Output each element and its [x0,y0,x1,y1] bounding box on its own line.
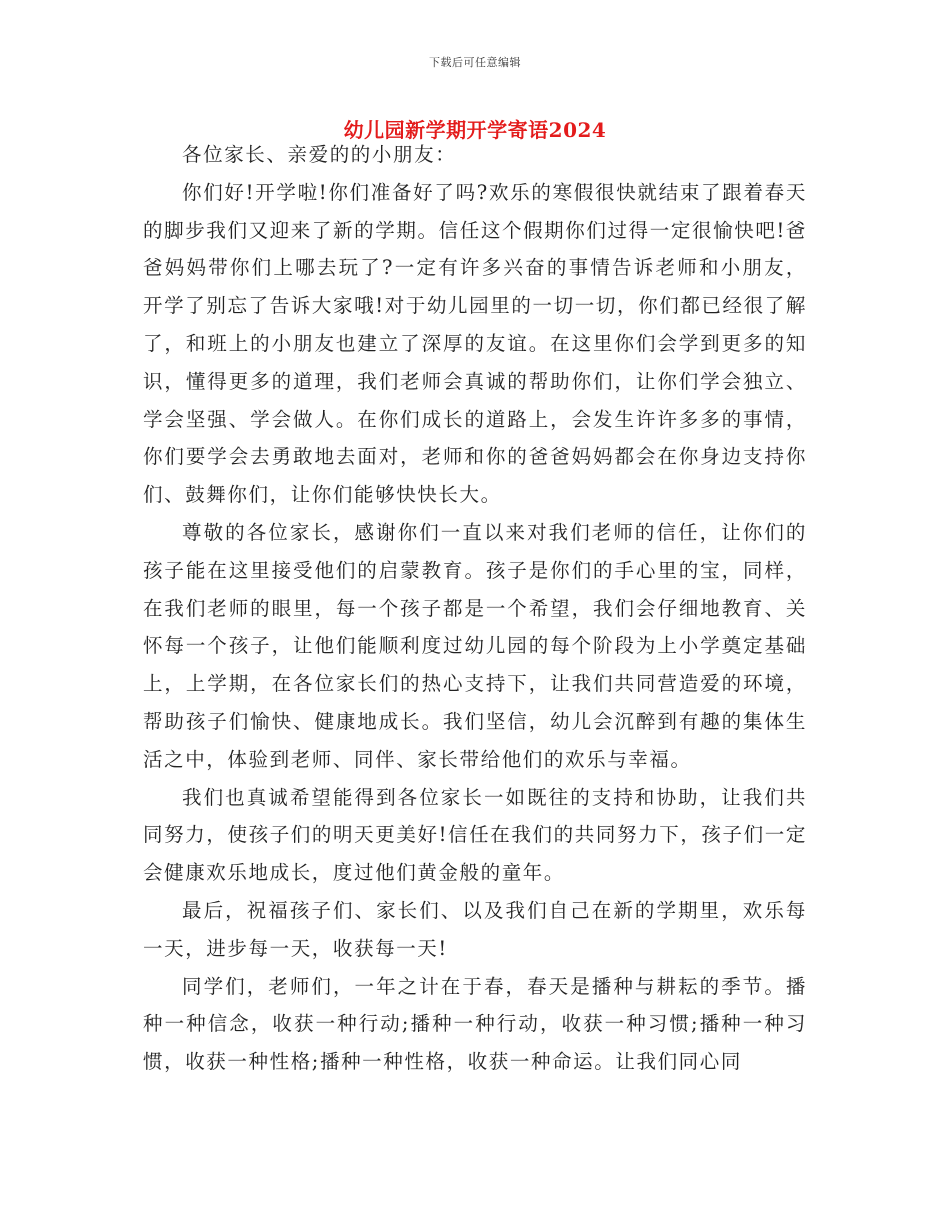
body-paragraph: 你们好!开学啦!你们准备好了吗?欢乐的寒假很快就结束了跟着春天的脚步我们又迎来了新的学期。信任这个假期你们过得一定很愉快吧!爸爸妈妈带你们上哪去玩了?一定有许多兴奋的事情告诉老师和小朋友，开学了别忘了告诉大家哦!对于幼儿园里的一切一切，你们都已经很了解了，和班上的小朋友也建立了深厚的友谊。在这里你们会学到更多的知识，懂得更多的道理，我们老师会真诚的帮助你们，让你们学会独立、学会坚强、学会做人。在你们成长的道路上，会发生许许多多的事情，你们要学会去勇敢地去面对，老师和你的爸爸妈妈都会在你身边支持你们、鼓舞你们，让你们能够快快长大。 [143,180,807,507]
document-body [143,136,807,1081]
header-note: 下载后可任意编辑 [429,56,521,69]
body-paragraph: 我们也真诚希望能得到各位家长一如既往的支持和协助，让我们共同努力，使孩子们的明天更美好!信任在我们的共同努力下，孩子们一定会健康欢乐地成长，度过他们黄金般的童年。 [143,785,807,885]
body-paragraph: 尊敬的各位家长，感谢你们一直以来对我们老师的信任，让你们的孩子能在这里接受他们的启蒙教育。孩子是你们的手心里的宝，同样，在我们老师的眼里，每一个孩子都是一个希望，我们会仔细地教育、关怀每一个孩子，让他们能顺利度过幼儿园的每个阶段为上小学奠定基础上，上学期，在各位家长们的热心支持下，让我们共同营造爱的环境，帮助孩子们愉快、健康地成长。我们坚信，幼儿会沉醉到有趣的集体生活之中，体验到老师、同伴、家长带给他们的欢乐与幸福。 [143,520,807,771]
body-paragraph: 同学们，老师们，一年之计在于春，春天是播种与耕耘的季节。播种一种信念，收获一种行动;播种一种行动，收获一种习惯;播种一种习惯，收获一种性格;播种一种性格，收获一种命运。让我们同心同 [143,974,807,1074]
document-title: 幼儿园新学期开学寄语2024 [343,118,607,142]
greeting-paragraph: 各位家长、亲爱的的小朋友： [182,143,457,166]
body-paragraph: 最后，祝福孩子们、家长们、以及我们自己在新的学期里，欢乐每一天，进步每一天，收获每一天! [143,898,807,960]
